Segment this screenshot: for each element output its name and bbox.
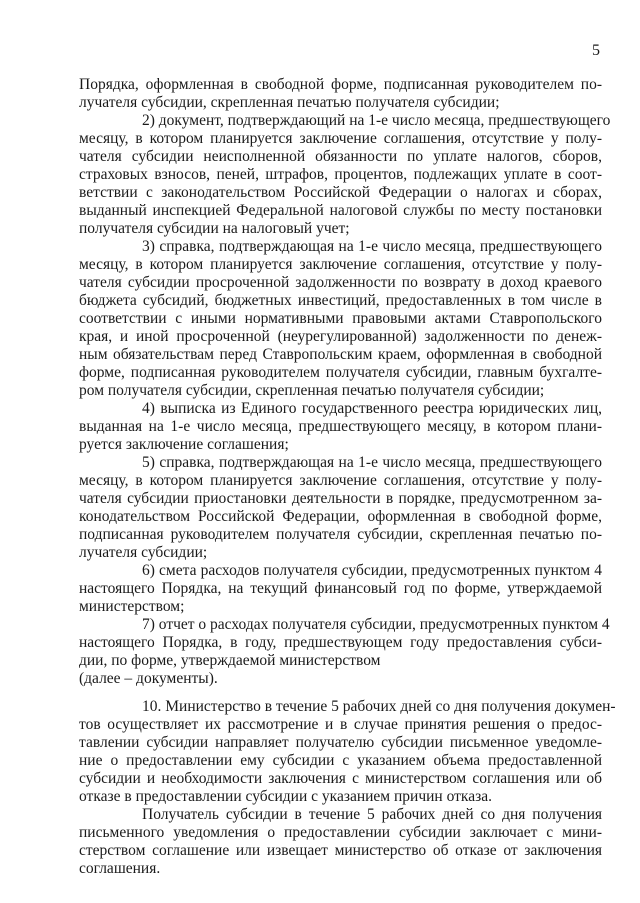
clause-10 [79,698,616,806]
text-line: конодательством Российской Федерации, оформленная в свободной форме, [79,508,602,525]
text-line: (далее – документы). [79,670,218,687]
list-item-4 [79,400,602,454]
text-line: письменного уведомления о предоставлении субсидии заключает с мини- [79,824,602,841]
text-line: бюджета субсидий, бюджетных инвестиций, предоставленных в том числе в [79,292,602,309]
paragraph-spacer [79,688,602,698]
text-line: страховых взносов, пеней, штрафов, процентов, подлежащих уплате в соот- [79,166,602,183]
text-line: получателя субсидии на налоговый учет; [79,220,350,237]
text-line: выданный инспекцией Федеральной налоговой службы по месту постановки [79,202,602,219]
text-line: стерством соглашение или извещает министерство об отказе от заключения [79,842,602,859]
text-line: лучателя субсидии, скрепленная печатью получателя субсидии; [79,94,500,111]
text-line: чателя субсидии просроченной задолженности по возврату в доход краевого [79,274,602,291]
paragraph-continuation [79,76,602,112]
text-line: ние о предоставлении ему субсидии с указанием объема предоставленной [79,752,602,769]
text-line: месяцу, в котором планируется заключение соглашения, отсутствие у полу- [79,256,602,273]
text-line: настоящего Порядка, на текущий финансовый год по форме, утверждаемой [79,580,602,597]
text-line: 4) выписка из Единого государственного реестра юридических лиц, [142,400,602,417]
text-line: субсидии и необходимости заключения с министерством соглашения или об [79,770,602,787]
recipient-paragraph [79,806,602,878]
text-line: месяцу, в котором планируется заключение соглашения, отсутствие у полу- [79,130,602,147]
text-line: отказе в предоставлении субсидии с указанием причин отказа. [79,788,492,805]
text-line: подписанная руководителем получателя субсидии, скрепленная печатью по- [79,526,602,543]
page-number: 5 [592,42,600,59]
text-line: Порядка, оформленная в свободной форме, подписанная руководителем по- [79,76,602,93]
text-line: форме, подписанная руководителем получателя субсидии, главным бухгалте- [79,364,602,381]
text-line: соглашения. [79,860,161,877]
text-line: дии, по форме, утверждаемой министерством [79,652,381,669]
list-item-7 [79,616,610,688]
text-line: чателя субсидии приостановки деятельности в порядке, предусмотренном за- [79,490,602,507]
text-line: месяцу, в котором планируется заключение соглашения, отсутствие у полу- [79,472,602,489]
text-line: руется заключение соглашения; [79,436,289,453]
text-line: края, и иной просроченной (неурегулированной) задолженности по денеж- [79,328,602,345]
list-item-5 [79,454,602,562]
document-body [79,76,616,878]
text-line: ром получателя субсидии, скрепленная печатью получателя субсидии; [79,382,545,399]
list-item-2 [79,112,611,238]
text-line: 2) документ, подтверждающий на 1-е число месяца, предшествующего [142,112,611,129]
list-item-3 [79,238,602,400]
text-line: министерством; [79,598,185,615]
text-line: лучателя субсидии; [79,544,208,561]
text-line: тавлении субсидии направляет получателю субсидии письменное уведомле- [79,734,602,751]
text-line: чателя субсидии неисполненной обязанности по уплате налогов, сборов, [79,148,602,165]
text-line: 7) отчет о расходах получателя субсидии, предусмотренных пунктом 4 [142,616,610,633]
text-line: выданная на 1-е число месяца, предшествующего месяцу, в котором плани- [79,418,602,435]
text-line: Получатель субсидии в течение 5 рабочих дней со дня получения [142,806,602,823]
text-line: 6) смета расходов получателя субсидии, предусмотренных пунктом 4 [142,562,602,579]
text-line: тов осуществляет их рассмотрение и в случае принятия решения о предос- [79,716,602,733]
text-line: настоящего Порядка, в году, предшествующем году предоставления субси- [79,634,602,651]
text-line: ным обязательствам перед Ставропольским краем, оформленная в свободной [79,346,602,363]
text-line: соответствии с иными нормативными правовыми актами Ставропольского [79,310,602,327]
text-line: 3) справка, подтверждающая на 1-е число месяца, предшествующего [142,238,602,255]
text-line: 5) справка, подтверждающая на 1-е число месяца, предшествующего [142,454,602,471]
list-item-6 [79,562,602,616]
text-line: ветствии с законодательством Российской Федерации о налогах и сборах, [79,184,602,201]
text-line: 10. Министерство в течение 5 рабочих дней со дня получения докумен- [142,698,616,715]
